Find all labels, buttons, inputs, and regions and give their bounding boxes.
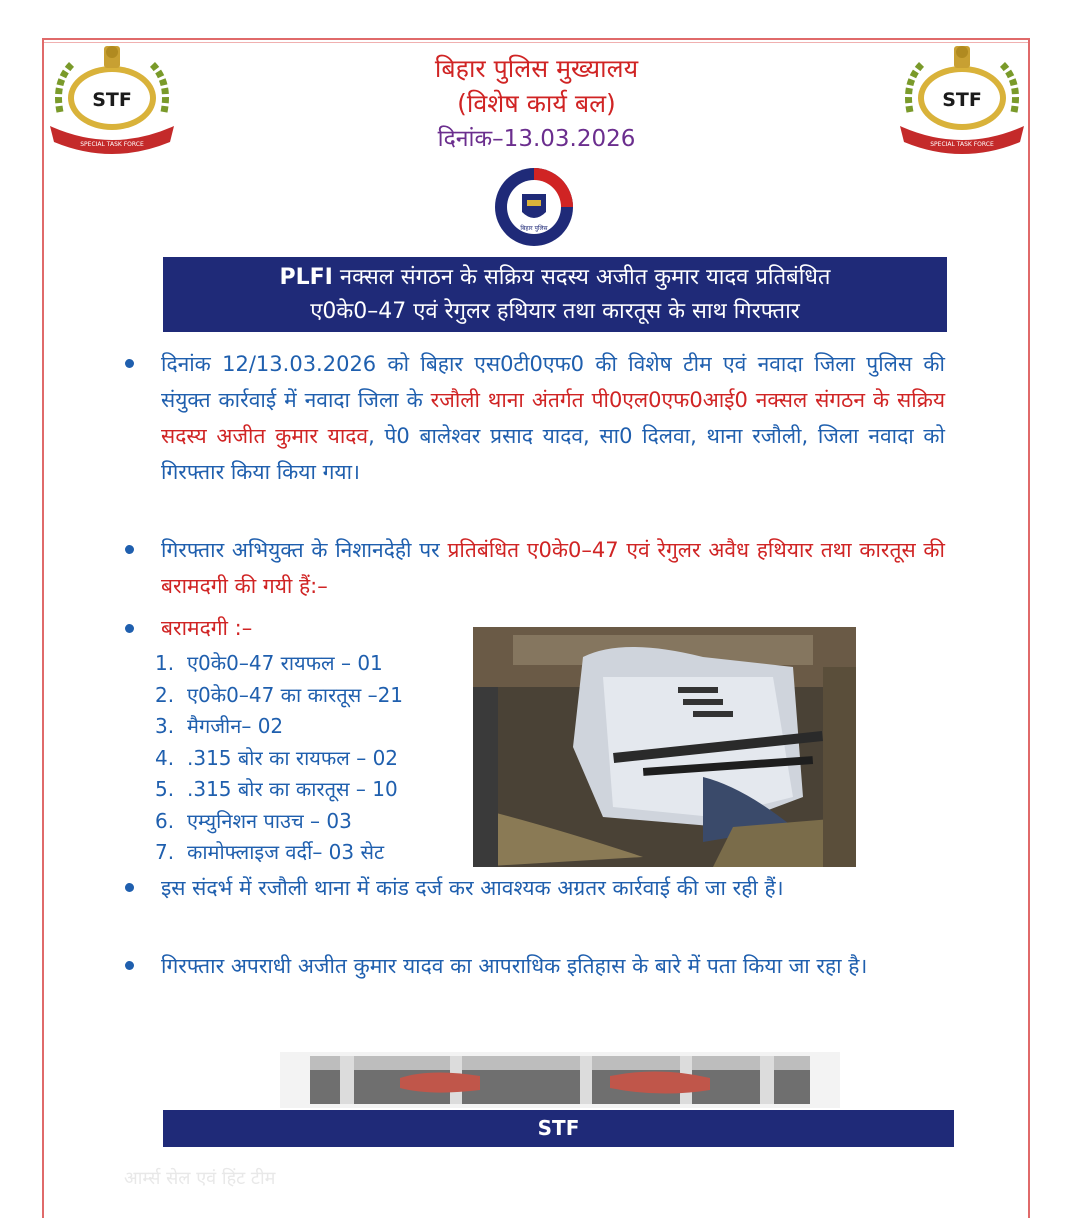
bullet-icon <box>125 545 134 554</box>
header <box>300 52 773 156</box>
bullet-case-registered: इस संदर्भ में रजौली थाना में कांड दर्ज कर आवश्यक अग्रतर कार्रवाई की जा रही हैं। <box>161 876 784 900</box>
bullet-arrest-details: दिनांक 12/13.03.2026 को बिहार एस0टी0एफ0 की विशेष टीम एवं नवादा जिला पुलिस की संयुक्त कार्रवाई में नवादा जिला के रजौली थाना अंतर्गत पी0एल0एफ0आई0 नक्सल संगठन के सक्रिय सदस्य अजीत कुमार यादव, पे0 बालेश्वर प्रसाद यादव, सा0 दिलवा, थाना रजौली, जिला नवादा को गिरफ्तार किया किया गया। <box>161 352 945 484</box>
stf-footer-bar: STF <box>163 1110 954 1147</box>
recovery-item: 7. कामोफ्लाइज वर्दी– 03 सेट <box>155 840 385 864</box>
svg-text:STF: STF <box>942 89 982 111</box>
recovery-list <box>155 648 403 869</box>
recovery-item: 4. .315 बोर का रायफल – 02 <box>155 745 399 770</box>
headline-box <box>163 257 947 332</box>
bullet-recovery-intro: गिरफ्तार अभियुक्त के निशानदेही पर प्रतिबंधित ए0के0–47 एवं रेगुलर अवैध हथियार तथा कारतूस की बरामदगी की गयी हैं:– <box>161 538 945 598</box>
headline-line-2: ए0के0–47 एवं रेगुलर हथियार तथा कारतूस के साथ गिरफ्तार <box>310 299 800 324</box>
bullet-icon <box>125 883 134 892</box>
svg-text:SPECIAL TASK FORCE: SPECIAL TASK FORCE <box>930 141 994 148</box>
header-office: बिहार पुलिस मुख्यालय <box>434 54 639 83</box>
recovery-item: 6. एम्युनिशन पाउच – 03 <box>155 808 352 833</box>
headline-org: PLFI <box>279 265 333 290</box>
header-unit: (विशेष कार्य बल) <box>457 89 616 118</box>
headline-line-1 <box>163 261 947 295</box>
recovery-item: 3. मैगजीन– 02 <box>155 714 284 738</box>
headline-text-1: नक्सल संगठन के सक्रिय सदस्य अजीत कुमार यादव प्रतिबंधित <box>332 265 831 290</box>
header-date: दिनांक–13.03.2026 <box>437 126 636 152</box>
footer-faint-text: आर्म्स सेल एवं हिंट टीम <box>124 1168 276 1189</box>
recovery-label: बरामदगी :– <box>161 616 253 640</box>
svg-text:बिहार पुलिस: बिहार पुलिस <box>520 225 548 232</box>
bullet-icon <box>125 359 134 368</box>
bihar-police-logo <box>489 166 579 248</box>
recovery-item: 5. .315 बोर का कारतूस – 10 <box>155 777 398 801</box>
recovery-item: 2. ए0के0–47 का कारतूस –21 <box>155 682 404 707</box>
stf-emblem-right <box>896 42 1028 154</box>
bullet-criminal-history: गिरफ्तार अपराधी अजीत कुमार यादव का आपराधिक इतिहास के बारे में पता किया जा रहा है। <box>161 954 868 978</box>
recovery-item: 1. ए0के0–47 रायफल – 01 <box>155 651 383 675</box>
stf-emblem-left <box>46 42 178 154</box>
bullet-icon <box>125 624 134 633</box>
svg-text:SPECIAL TASK FORCE: SPECIAL TASK FORCE <box>80 141 144 148</box>
svg-text:STF: STF <box>92 89 132 111</box>
bottom-banner-image <box>280 1052 840 1108</box>
bullet-icon <box>125 961 134 970</box>
seized-weapons-photo <box>473 627 856 867</box>
